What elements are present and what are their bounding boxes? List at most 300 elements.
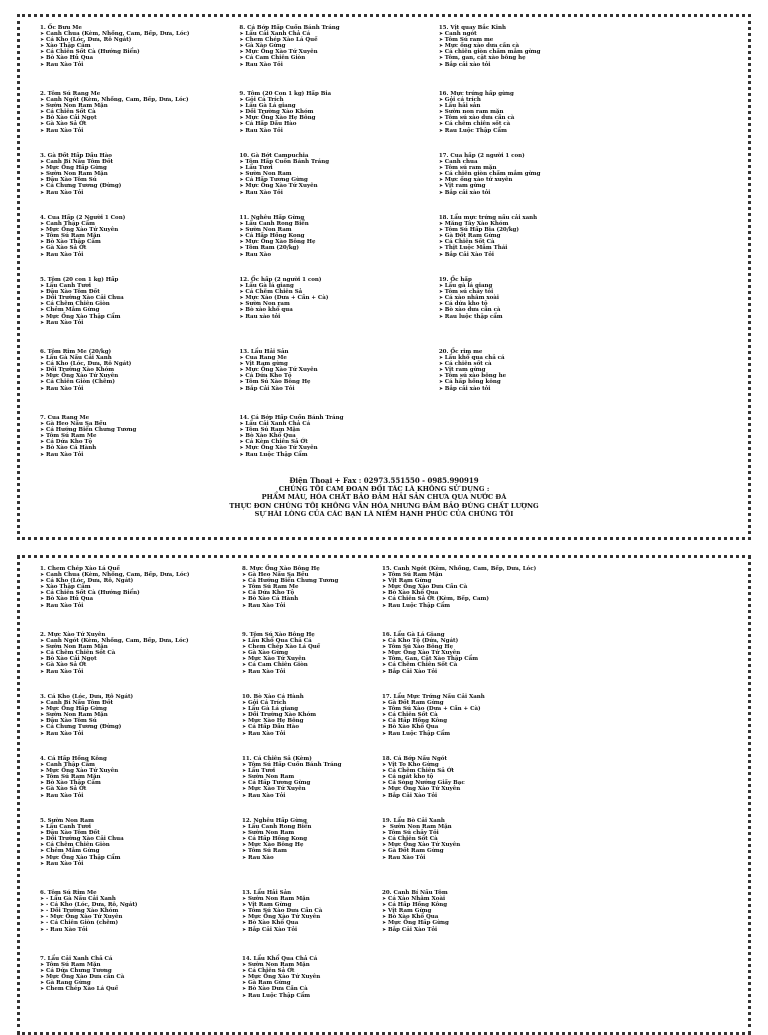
dish-item: ➤ Cá Hấp Tương Gừng xyxy=(239,177,438,183)
dish-item: ➤ Dồi Trường Xào Khóm xyxy=(40,367,239,373)
dish-item: ➤ Gà Xào Sả Ớt xyxy=(40,121,239,127)
dish-list xyxy=(40,572,242,609)
dish-item: ➤ Tôm Sú Ram Me xyxy=(40,433,239,439)
dish-item: ➤ Gỏi Cá Trích xyxy=(242,700,382,706)
dish-item: ➤ Bắp cải xào tỏi xyxy=(439,386,738,392)
dish-list xyxy=(40,283,239,326)
dish-item: ➤ Bò Xào Khổ Qua xyxy=(382,590,712,596)
dish-item: ➤ Rau Xào Tỏi xyxy=(382,855,712,861)
dish-list xyxy=(239,355,438,392)
dish-item: ➤ Lẩu Canh Tươi xyxy=(40,283,239,289)
dish-item: ➤ - Mực Ống Xào Tứ Xuyên xyxy=(40,914,242,920)
dish-list xyxy=(242,824,382,861)
dish-item: ➤ Cá Hấp Dầu Hào xyxy=(242,724,382,730)
menu-set-title: 5. Sườn Non Ram xyxy=(40,818,94,824)
dish-list xyxy=(242,700,382,737)
dish-item: ➤ Vịt ram gừng xyxy=(439,183,738,189)
dish-item: ➤ Cá Chẽm Chiên Giòn xyxy=(40,842,242,848)
menu-set-title: 11. Nghêu Hấp Gừng xyxy=(239,215,305,221)
dish-item: ➤ Lẩu Tươi xyxy=(242,768,382,774)
dish-item: ➤ Cá Chiên Sốt Cà xyxy=(439,239,738,245)
menu-set-title: 12. Ốc hấp (2 người 1 con) xyxy=(239,277,322,283)
menu-set xyxy=(439,349,738,392)
dish-item: ➤ Tôm Sú chảy Tỏi xyxy=(382,830,712,836)
menu-set xyxy=(242,694,382,737)
menu-set-title: 16. Lẩu Gà Lá Giang xyxy=(382,632,445,638)
dish-item: ➤ Cá Chẽm Chiên Sốt Cà xyxy=(40,650,242,656)
dish-item: ➤ Rau Xào Tỏi xyxy=(40,669,242,675)
dish-item: ➤ Gà Xào Sả Ớt xyxy=(40,245,239,251)
dish-item: ➤ Mực Ống Hấp Gừng xyxy=(40,706,242,712)
dish-item: ➤ Cá Chiên Giòn (Chẽm) xyxy=(40,379,239,385)
dish-item: ➤ Cá Xào Nhâm Xoài xyxy=(382,896,712,902)
menu-set-title: 7. Lẩu Cải Xanh Chả Cá xyxy=(40,956,113,962)
dish-item: ➤ Dồi Trường Xào Cải Chua xyxy=(40,836,242,842)
dish-item: ➤ Cá Chiên Sả Ớt xyxy=(242,968,382,974)
dish-item: ➤ Gà Đốt Ram Gừng xyxy=(439,233,738,239)
commitment-line: SỰ HÀI LÒNG CỦA CÁC BẠN LÀ NIỀM HẠNH PHÚC CỦA CHÚNG TÔI xyxy=(254,509,514,518)
dish-list xyxy=(40,31,239,68)
dish-item: ➤ Bò Xào Khổ Qua xyxy=(382,914,712,920)
menu-set xyxy=(242,756,382,799)
dish-list xyxy=(382,824,712,861)
dish-list xyxy=(439,97,738,134)
menu-set xyxy=(439,215,738,258)
dish-item: ➤ Lẩu Gà Lá giang xyxy=(242,706,382,712)
dish-item: ➤ Gà Đốt Ram Gừng xyxy=(382,848,712,854)
dish-item: ➤ Tôm Sú Ram Me xyxy=(242,584,382,590)
dish-item: ➤ Cá Dứa Kho Tộ xyxy=(242,590,382,596)
menu-set-title: 15. Vịt quay Bắc Kinh xyxy=(438,25,507,31)
dish-item: ➤ Sườn Non ram xyxy=(239,301,438,307)
menu-set xyxy=(242,566,382,609)
dish-item: ➤ Cá Hướng Biển Chưng Tương xyxy=(40,427,239,433)
dish-item: ➤ Bò Xào Hủ Qua xyxy=(40,596,242,602)
dish-item: ➤ Bò Xào Khổ Qua xyxy=(242,920,382,926)
dish-item: ➤ Cá Dứa Kho Tộ xyxy=(40,439,239,445)
dish-item: ➤ Cá Chẽm Chiên Sả Ớt xyxy=(382,768,712,774)
dish-item: ➤ Tôm Sú Xào (Dưa + Cần + Cà) xyxy=(382,706,712,712)
dish-item: ➤ Rau Xào Tỏi xyxy=(40,62,239,68)
dish-item: ➤ Cá Kho (Lóc, Dưa, Rô Ngát) xyxy=(40,361,239,367)
dish-item: ➤ Rau Xào Tỏi xyxy=(40,731,242,737)
dish-item: ➤ Bắp Cải Xào Tỏi xyxy=(382,669,712,675)
dish-item: ➤ Sườn Non Ram Mặn xyxy=(40,103,239,109)
dish-item: ➤ Rau Luộc Thập Cẩm xyxy=(439,128,738,134)
menu-set-title: 20. Canh Bí Nấu Tôm xyxy=(382,890,448,896)
dish-item: ➤ Rau Xào Tỏi xyxy=(40,603,242,609)
dish-item: ➤ Tôm, gan, cật xào bông hẹ xyxy=(439,55,738,61)
dish-item: ➤ Bò Xào Cá Hành xyxy=(242,596,382,602)
dish-item: ➤ Lẩu Canh Rong Biển xyxy=(239,221,438,227)
dish-item: ➤ Tôm sú xào dưa cần cà xyxy=(439,115,738,121)
dish-list xyxy=(382,700,712,737)
menu-set xyxy=(40,215,239,258)
menu-set xyxy=(382,566,712,609)
dish-item: ➤ Thịt Luộc Mắm Thái xyxy=(439,245,738,251)
menu-set-title: 8. Cá Bớp Hấp Cuốn Bánh Tráng xyxy=(239,25,340,31)
dish-item: ➤ Cá Chẽm Chiên Sả xyxy=(239,289,438,295)
menu-set xyxy=(382,694,712,737)
dish-item: ➤ - Cá Kho (Lóc, Dưa, Rô, Ngát) xyxy=(40,902,242,908)
dish-item: ➤ Vịt To Kho Gừng xyxy=(382,762,712,768)
menu-set-title: 18. Cá Bớp Nấu Ngót xyxy=(382,756,448,762)
dish-list xyxy=(242,762,382,799)
menu-set-title: 16. Mực trứng hấp gừng xyxy=(438,91,514,97)
dish-item: ➤ Cá Hấp Dầu Hào xyxy=(239,121,438,127)
dish-list xyxy=(40,824,242,867)
dish-list xyxy=(239,31,438,68)
dish-item: ➤ Cá ngát kho tộ xyxy=(382,774,712,780)
menu-set-title: 18. Lẩu mực trứng nấu cải xanh xyxy=(438,215,538,221)
dish-item: ➤ Chẻm Mắm Gừng xyxy=(40,307,239,313)
menu-set-title: 8. Mực Ống Xào Bông Hẹ xyxy=(242,566,320,572)
dish-item: ➤ Rau Xào Tỏi xyxy=(242,793,382,799)
dish-item: ➤ Bắp cải xào tỏi xyxy=(439,190,738,196)
dish-item: ➤ Chem Chép Xào Lá Quế xyxy=(40,986,242,992)
dish-list xyxy=(239,283,438,320)
dish-item: ➤ Cá Hướng Biển Chưng Tương xyxy=(242,578,382,584)
dish-item: ➤ Sườn Non Ram Mặn xyxy=(242,896,382,902)
dish-list xyxy=(439,159,738,196)
dish-item: ➤ Cá Kho (Lóc, Dưa, Rô Ngát) xyxy=(40,37,239,43)
dish-item: ➤ Canh Thập Cẩm xyxy=(40,221,239,227)
dish-item: ➤ Rau Xào Tỏi xyxy=(242,603,382,609)
menu-set-title: 3. Cá Kho (Lóc, Dưa, Rô Ngát) xyxy=(40,694,134,700)
menu-sheet-2 xyxy=(17,555,751,1035)
dish-item: ➤ Bắp cải xào tỏi xyxy=(439,62,738,68)
dish-list xyxy=(239,421,438,458)
dish-item: ➤ Tôm, Gan, Cật Xào Thập Cẩm xyxy=(382,656,712,662)
dish-item: ➤ - Rau Xào Tỏi xyxy=(40,927,242,933)
menu-set-title: 20. Ốc rim me xyxy=(438,349,483,355)
dish-item: ➤ Tôm Ram (20/kg) xyxy=(239,245,438,251)
dish-item: ➤ Tôm sú ram mặn xyxy=(439,165,738,171)
dish-item: ➤ Rau Xào Tỏi xyxy=(40,190,239,196)
menu-set xyxy=(239,91,438,134)
menu-set xyxy=(40,415,239,458)
dish-item: ➤ Mực Ống Xào Thập Cẩm xyxy=(40,855,242,861)
dish-item: ➤ Cá Dứa Chưng Tương xyxy=(40,968,242,974)
dish-item: ➤ Rau Xào Tỏi xyxy=(40,320,239,326)
dish-item: ➤ Bò Xào Cải Ngọt xyxy=(40,115,239,121)
commitment-line: PHẨM MÀU, HÓA CHẤT BẢO ĐẢM HẢI SẢN CHƯA QUA NƯỚC ĐÁ xyxy=(261,493,507,502)
dish-item: ➤ Rau Xào Tỏi xyxy=(239,128,438,134)
dish-item: ➤ Cá Chiên Sốt Cà (Hướng Biển) xyxy=(40,49,239,55)
dish-item: ➤ Canh Ngót (Kèm, Nhồng, Cam, Bếp, Dưa, Lóc) xyxy=(40,97,239,103)
dish-item: ➤ Cá Chiên Sả Ớt (Kèm, Bếp, Cam) xyxy=(382,596,712,602)
dish-item: ➤ Gà Xào Gừng xyxy=(239,43,438,49)
dish-list xyxy=(382,762,712,799)
dish-item: ➤ Vịt Ram gừng xyxy=(239,361,438,367)
dish-item: ➤ Bò Xào Khổ Qua xyxy=(239,433,438,439)
dish-item: ➤ Cá Cam Chiên Giòn xyxy=(239,55,438,61)
dish-item: ➤ Lẩu Canh Rong Biển xyxy=(242,824,382,830)
menu-set xyxy=(40,890,242,933)
menu-set xyxy=(40,277,239,326)
dish-item: ➤ Gà Đốt Ram Gừng xyxy=(382,700,712,706)
dish-item: ➤ Lẩu Canh Tươi xyxy=(40,824,242,830)
dish-item: ➤ Mực Ống Hấp Gừng xyxy=(40,165,239,171)
dish-item: ➤ Lẩu hải sản xyxy=(439,103,738,109)
menu-set xyxy=(242,818,382,861)
dish-item: ➤ Chem Chép Xào Lá Quế xyxy=(242,644,382,650)
dish-list xyxy=(439,221,738,258)
dish-item: ➤ Cá Chiên Sốt Cà (Hướng Biển) xyxy=(40,590,242,596)
dish-item: ➤ Mực Xào Tứ Xuyên xyxy=(242,656,382,662)
dish-list xyxy=(382,638,712,675)
dish-item: ➤ Vịt ram gừng xyxy=(439,367,738,373)
dish-item: ➤ Rau Xào Tỏi xyxy=(40,793,242,799)
dish-item: ➤ Sườn Non Ram xyxy=(242,830,382,836)
menu-set-title: 9. Tôm (20 Con 1 kg) Hấp Bia xyxy=(239,91,332,97)
dish-item: ➤ Lẩu Gà lá giang xyxy=(239,283,438,289)
dish-item: ➤ Mực Ống Xào Tứ Xuyên xyxy=(242,914,382,920)
dish-list xyxy=(239,159,438,196)
menu-set xyxy=(40,153,239,196)
dish-item: ➤ Rau xào tỏi xyxy=(239,314,438,320)
dish-item: ➤ Tôm Sú Ram Mặn xyxy=(382,572,712,578)
dish-item: ➤ Mực Ống Xào Tứ Xuyên xyxy=(40,768,242,774)
menu-set xyxy=(40,566,242,609)
dish-item: ➤ Rau Xào Tỏi xyxy=(40,252,239,258)
dish-item: ➤ Mực Ống Xào Tứ Xuyên xyxy=(40,373,239,379)
dish-item: ➤ Tôm Sú Xào Bông Hẹ xyxy=(382,644,712,650)
dish-list xyxy=(40,97,239,134)
dish-item: ➤ Gỏi Cá Trích xyxy=(239,97,438,103)
menu-set xyxy=(439,153,738,196)
menu-set-title: 14. Cá Bớp Hấp Cuốn Bánh Tráng xyxy=(239,415,344,421)
menu-set-title: 2. Tôm Sú Rang Me xyxy=(40,91,101,97)
dish-item: ➤ Rau Xào Tỏi xyxy=(239,190,438,196)
menu-sheet-1 xyxy=(17,14,751,540)
dish-item: ➤ Dồi Trường Xào Khóm xyxy=(242,712,382,718)
commitment-line: CHÚNG TÔI CAM ĐOAN ĐỐI TÁC LÀ KHÔNG SỬ DỤNG : xyxy=(278,485,490,494)
menu-set-title: 13. Lẩu Hải Sản xyxy=(239,349,289,355)
dish-item: ➤ Bắp Cải Xào Tỏi xyxy=(439,252,738,258)
dish-item: ➤ Cá hấp hồng kông xyxy=(439,379,738,385)
dish-item: ➤ Cá chiên giòn chấm mắm gừng xyxy=(439,171,738,177)
dish-item: ➤ Sườn Non Ram Mặn xyxy=(40,644,242,650)
dish-item: ➤ - Lẩu Gà Nấu Cải Xanh xyxy=(40,896,242,902)
dish-item: ➤ Rau Luộc Thập Cẩm xyxy=(382,731,712,737)
menu-set-title: 1. Chem Chép Xào Lá Quế xyxy=(40,566,120,572)
menu-set-title: 4. Cua Hấp (2 Người 1 Con) xyxy=(40,215,126,221)
menu-set xyxy=(382,890,712,933)
dish-list xyxy=(40,221,239,258)
dish-item: ➤ Sườn Non Ram xyxy=(239,171,438,177)
menu-set-title: 1. Ốc Bưu Me xyxy=(40,25,82,31)
dish-item: ➤ Rau Xào Tỏi xyxy=(239,62,438,68)
dish-item: ➤ Tôm Sú Xào Dưa Cần Cà xyxy=(242,908,382,914)
dish-item: ➤ Đậu Xào Tôm Sú xyxy=(40,718,242,724)
dish-item: ➤ Rau Luộc Thập Cẩm xyxy=(239,452,438,458)
dish-item: ➤ Sườn Non Ram Mặn xyxy=(242,962,382,968)
dish-item: ➤ Gà Rang Gừng xyxy=(40,980,242,986)
dish-item: ➤ Cá Chiên Sốt Cà xyxy=(40,109,239,115)
dish-item: ➤ Mực Ống Xào Tứ Xuyên xyxy=(239,367,438,373)
dish-list xyxy=(40,762,242,799)
dish-item: ➤ Mực Ống Xào Tứ Xuyên xyxy=(239,49,438,55)
dish-item: ➤ Gà Heo Nấu Sa Bếu xyxy=(40,421,239,427)
menu-set xyxy=(382,818,712,861)
dish-item: ➤ Cá Hấp Hồng Kông xyxy=(382,718,712,724)
dish-item: ➤ Cá Chưng Tương (Đừng) xyxy=(40,724,242,730)
dish-item: ➤ Vịt Ram Gừng xyxy=(382,578,712,584)
menu-set-title: 12. Nghêu Hấp Gừng xyxy=(242,818,307,824)
dish-item: ➤ Canh Bí Nấu Tôm Đốt xyxy=(40,700,242,706)
menu-set-title: 3. Gà Đốt Hấp Dầu Hào xyxy=(40,153,112,159)
menu-set xyxy=(239,215,438,258)
dish-item: ➤ Sườn non ram mặn xyxy=(439,109,738,115)
dish-item: ➤ Mực Ống Xào Thập Cẩm xyxy=(40,314,239,320)
dish-item: ➤ Tôm sú xào bông he xyxy=(439,373,738,379)
dish-item: ➤ Bắp Cải Xào Tỏi xyxy=(242,927,382,933)
dish-list xyxy=(242,572,382,609)
menu-set xyxy=(242,956,382,999)
dish-item: ➤ Canh Bí Nấu Tôm Đốt xyxy=(40,159,239,165)
menu-set xyxy=(239,415,438,458)
dish-list xyxy=(439,355,738,392)
dish-item: ➤ Mực Ống Xào Tứ Xuyên xyxy=(239,183,438,189)
dish-item: ➤ Lẩu Cải Xanh Chả Cá xyxy=(239,31,438,37)
dish-item: ➤ Tôm sú chảy tỏi xyxy=(439,289,738,295)
dish-item: ➤ Mực Ống Xào Tứ Xuyên xyxy=(40,227,239,233)
dish-list xyxy=(242,896,382,933)
dish-item: ➤ Tôm Sú Ram xyxy=(242,848,382,854)
dish-list xyxy=(40,355,239,392)
dish-item: ➤ Cá Hấp Tương Gừng xyxy=(242,780,382,786)
dish-item: ➤ Mực Xào Bông Hẹ xyxy=(242,842,382,848)
dish-item: ➤ Bò Xào Hủ Qua xyxy=(40,55,239,61)
dish-item: ➤ Tôm Sú ram me xyxy=(439,37,738,43)
dish-item: ➤ Cá Chẽm Chiên Giòn xyxy=(40,301,239,307)
dish-item: ➤ Tôm Sú Ram Mặn xyxy=(40,774,242,780)
menu-set-title: 14. Lẩu Khổ Qua Chả Cá xyxy=(242,956,318,962)
dish-item: ➤ Gà Heo Nấu Sa Bếu xyxy=(242,572,382,578)
dish-item: ➤ Lẩu Cải Xanh Chả Cá xyxy=(239,421,438,427)
dish-list xyxy=(439,31,738,68)
menu-set xyxy=(239,277,438,320)
dish-item: ➤ Mực Xào Hẹ Bông xyxy=(242,718,382,724)
dish-item: ➤ Cá Sòng Nướng Giấy Bạc xyxy=(382,780,712,786)
dish-item: ➤ Rau Xào xyxy=(242,855,382,861)
dish-item: ➤ Lẩu Tươi xyxy=(239,165,438,171)
dish-item: ➤ Tôm Sú Xào Bông Hẹ xyxy=(239,379,438,385)
dish-item: ➤ Cá Chẽm Chiên Sốt Cà xyxy=(382,662,712,668)
dish-item: ➤ Cá dứa kho tộ xyxy=(439,301,738,307)
dish-item: ➤ Chẻm Mắm Gừng xyxy=(40,848,242,854)
dish-item: ➤ Lẩu Khổ Qua Chả Cá xyxy=(242,638,382,644)
dish-item: ➤ Cá Kho Tộ (Dứa, Ngát) xyxy=(382,638,712,644)
dish-item: ➤ Cá chiên sốt cà xyxy=(439,361,738,367)
dish-item: ➤ Măng Tây Xào Khóm xyxy=(439,221,738,227)
dish-item: ➤ Tôm Hấp Cuốn Bánh Tráng xyxy=(239,159,438,165)
dish-item: ➤ Cá Hấp Hồng Kông xyxy=(382,902,712,908)
dish-item: ➤ Rau Xào Tỏi xyxy=(40,452,239,458)
menu-set xyxy=(40,25,239,68)
dish-item: ➤ Bò Xào Thập Cẩm xyxy=(40,239,239,245)
dish-item: ➤ Rau Xào Tỏi xyxy=(242,731,382,737)
menu-set xyxy=(239,153,438,196)
menu-set xyxy=(242,632,382,675)
dish-item: ➤ Mực Ống Xào Bông Hẹ xyxy=(239,239,438,245)
menu-set-title: 9. Tôm Sú Xào Bông Hẹ xyxy=(242,632,315,638)
dish-item: ➤ Canh Chua (Kèm, Nhồng, Cam, Bếp, Dưa, Lóc) xyxy=(40,572,242,578)
menu-set xyxy=(382,756,712,799)
dish-list xyxy=(239,97,438,134)
dish-item: ➤ Vịt Ram Gừng xyxy=(382,908,712,914)
dish-item: ➤ Mực Ống Xào Tứ Xuyên xyxy=(382,650,712,656)
dish-item: ➤ Canh ngót xyxy=(439,31,738,37)
dish-item: ➤ Rau Luộc Thập Cẩm xyxy=(382,603,712,609)
menu-set xyxy=(382,632,712,675)
menu-set-title: 19. Ốc hấp xyxy=(438,277,472,283)
dish-item: ➤ Cá Kho (Lóc, Dưa, Rô, Ngát) xyxy=(40,578,242,584)
dish-item: ➤ Bò xào dưa cần cà xyxy=(439,307,738,313)
dish-item: ➤ Mực Ống Xào Hẹ Bông xyxy=(239,115,438,121)
menu-set-title: 10. Gà Bớt Campuchia xyxy=(239,153,309,159)
dish-item: ➤ - Cá Chiên Giòn (chẽm) xyxy=(40,920,242,926)
phone-fax: Điện Thoại + Fax : 02973.551550 - 0985.990919 xyxy=(289,476,479,485)
menu-set xyxy=(40,91,239,134)
menu-set-title: 11. Cá Chiên Sả (Kèm) xyxy=(242,756,312,762)
menu-set-title: 6. Tôm Sú Rim Me xyxy=(40,890,97,896)
dish-item: ➤ Sườn Non Ram xyxy=(242,774,382,780)
dish-item: ➤ Gà Ram Gừng xyxy=(242,980,382,986)
dish-item: ➤ Cá Dứa Kho Tộ xyxy=(239,373,438,379)
dish-item: ➤ Mực Ống Xào Tứ Xuyên xyxy=(382,786,712,792)
dish-item: ➤ Rau Luộc Thập Cẩm xyxy=(242,993,382,999)
dish-item: ➤ Sườn Non Ram Mặn xyxy=(382,824,712,830)
dish-item: ➤ Rau Xào Tỏi xyxy=(40,386,239,392)
dish-item: ➤ Cá chiên giòn chấm mắm gừng xyxy=(439,49,738,55)
menu-set xyxy=(40,694,242,737)
dish-item: ➤ Rau Xào Tỏi xyxy=(40,128,239,134)
dish-item: ➤ Dồi Trường Xào Khóm xyxy=(239,109,438,115)
footer xyxy=(20,477,748,518)
menu-set-title: 10. Bò Xào Cá Hành xyxy=(242,694,304,700)
dish-item: ➤ Xào Thập Cẩm xyxy=(40,43,239,49)
dish-item: ➤ Tôm Sú Ram Mặn xyxy=(239,427,438,433)
dish-item: ➤ Bắp Cải Xào Tỏi xyxy=(239,386,438,392)
dish-item: ➤ Cá Kèm Chiên Sả Ớt xyxy=(239,439,438,445)
dish-list xyxy=(382,572,712,609)
dish-list xyxy=(40,421,239,458)
dish-item: ➤ Gà Xào Gừng xyxy=(242,650,382,656)
dish-item: ➤ Mực Ống Hấp Gừng xyxy=(382,920,712,926)
dish-item: ➤ Mực Ống Xào Tứ Xuyên xyxy=(382,842,712,848)
dish-item: ➤ Cá Hấp Hồng Kong xyxy=(239,233,438,239)
dish-item: ➤ Lẩu Gà Lá giang xyxy=(239,103,438,109)
dish-item: ➤ Rau luộc thập cẩm xyxy=(439,314,738,320)
dish-list xyxy=(239,221,438,258)
dish-list xyxy=(40,896,242,933)
menu-set-title: 6. Tôm Rim Me (20/kg) xyxy=(40,349,112,355)
menu-set xyxy=(40,632,242,675)
dish-item: ➤ Gà Xào Sả Ớt xyxy=(40,662,242,668)
menu-set xyxy=(40,756,242,799)
dish-item: ➤ Rau Xào xyxy=(239,252,438,258)
dish-item: ➤ Tôm Sú Ram Mặn xyxy=(40,962,242,968)
dish-item: ➤ Canh Ngót (Kèm, Nhồng, Cam, Bếp, Dưa, Lóc) xyxy=(40,638,242,644)
dish-list xyxy=(40,700,242,737)
dish-item: ➤ Đậu Xào Tôm Đốt xyxy=(40,289,239,295)
menu-set-title: 19. Lẩu Bò Cải Xanh xyxy=(382,818,445,824)
dish-item: ➤ Mực Ống Xào Tứ Xuyên xyxy=(239,445,438,451)
dish-item: ➤ Mực Ống Xào Dưa Cần Cà xyxy=(382,584,712,590)
dish-item: ➤ Bắp Cải Xào Tỏi xyxy=(382,927,712,933)
